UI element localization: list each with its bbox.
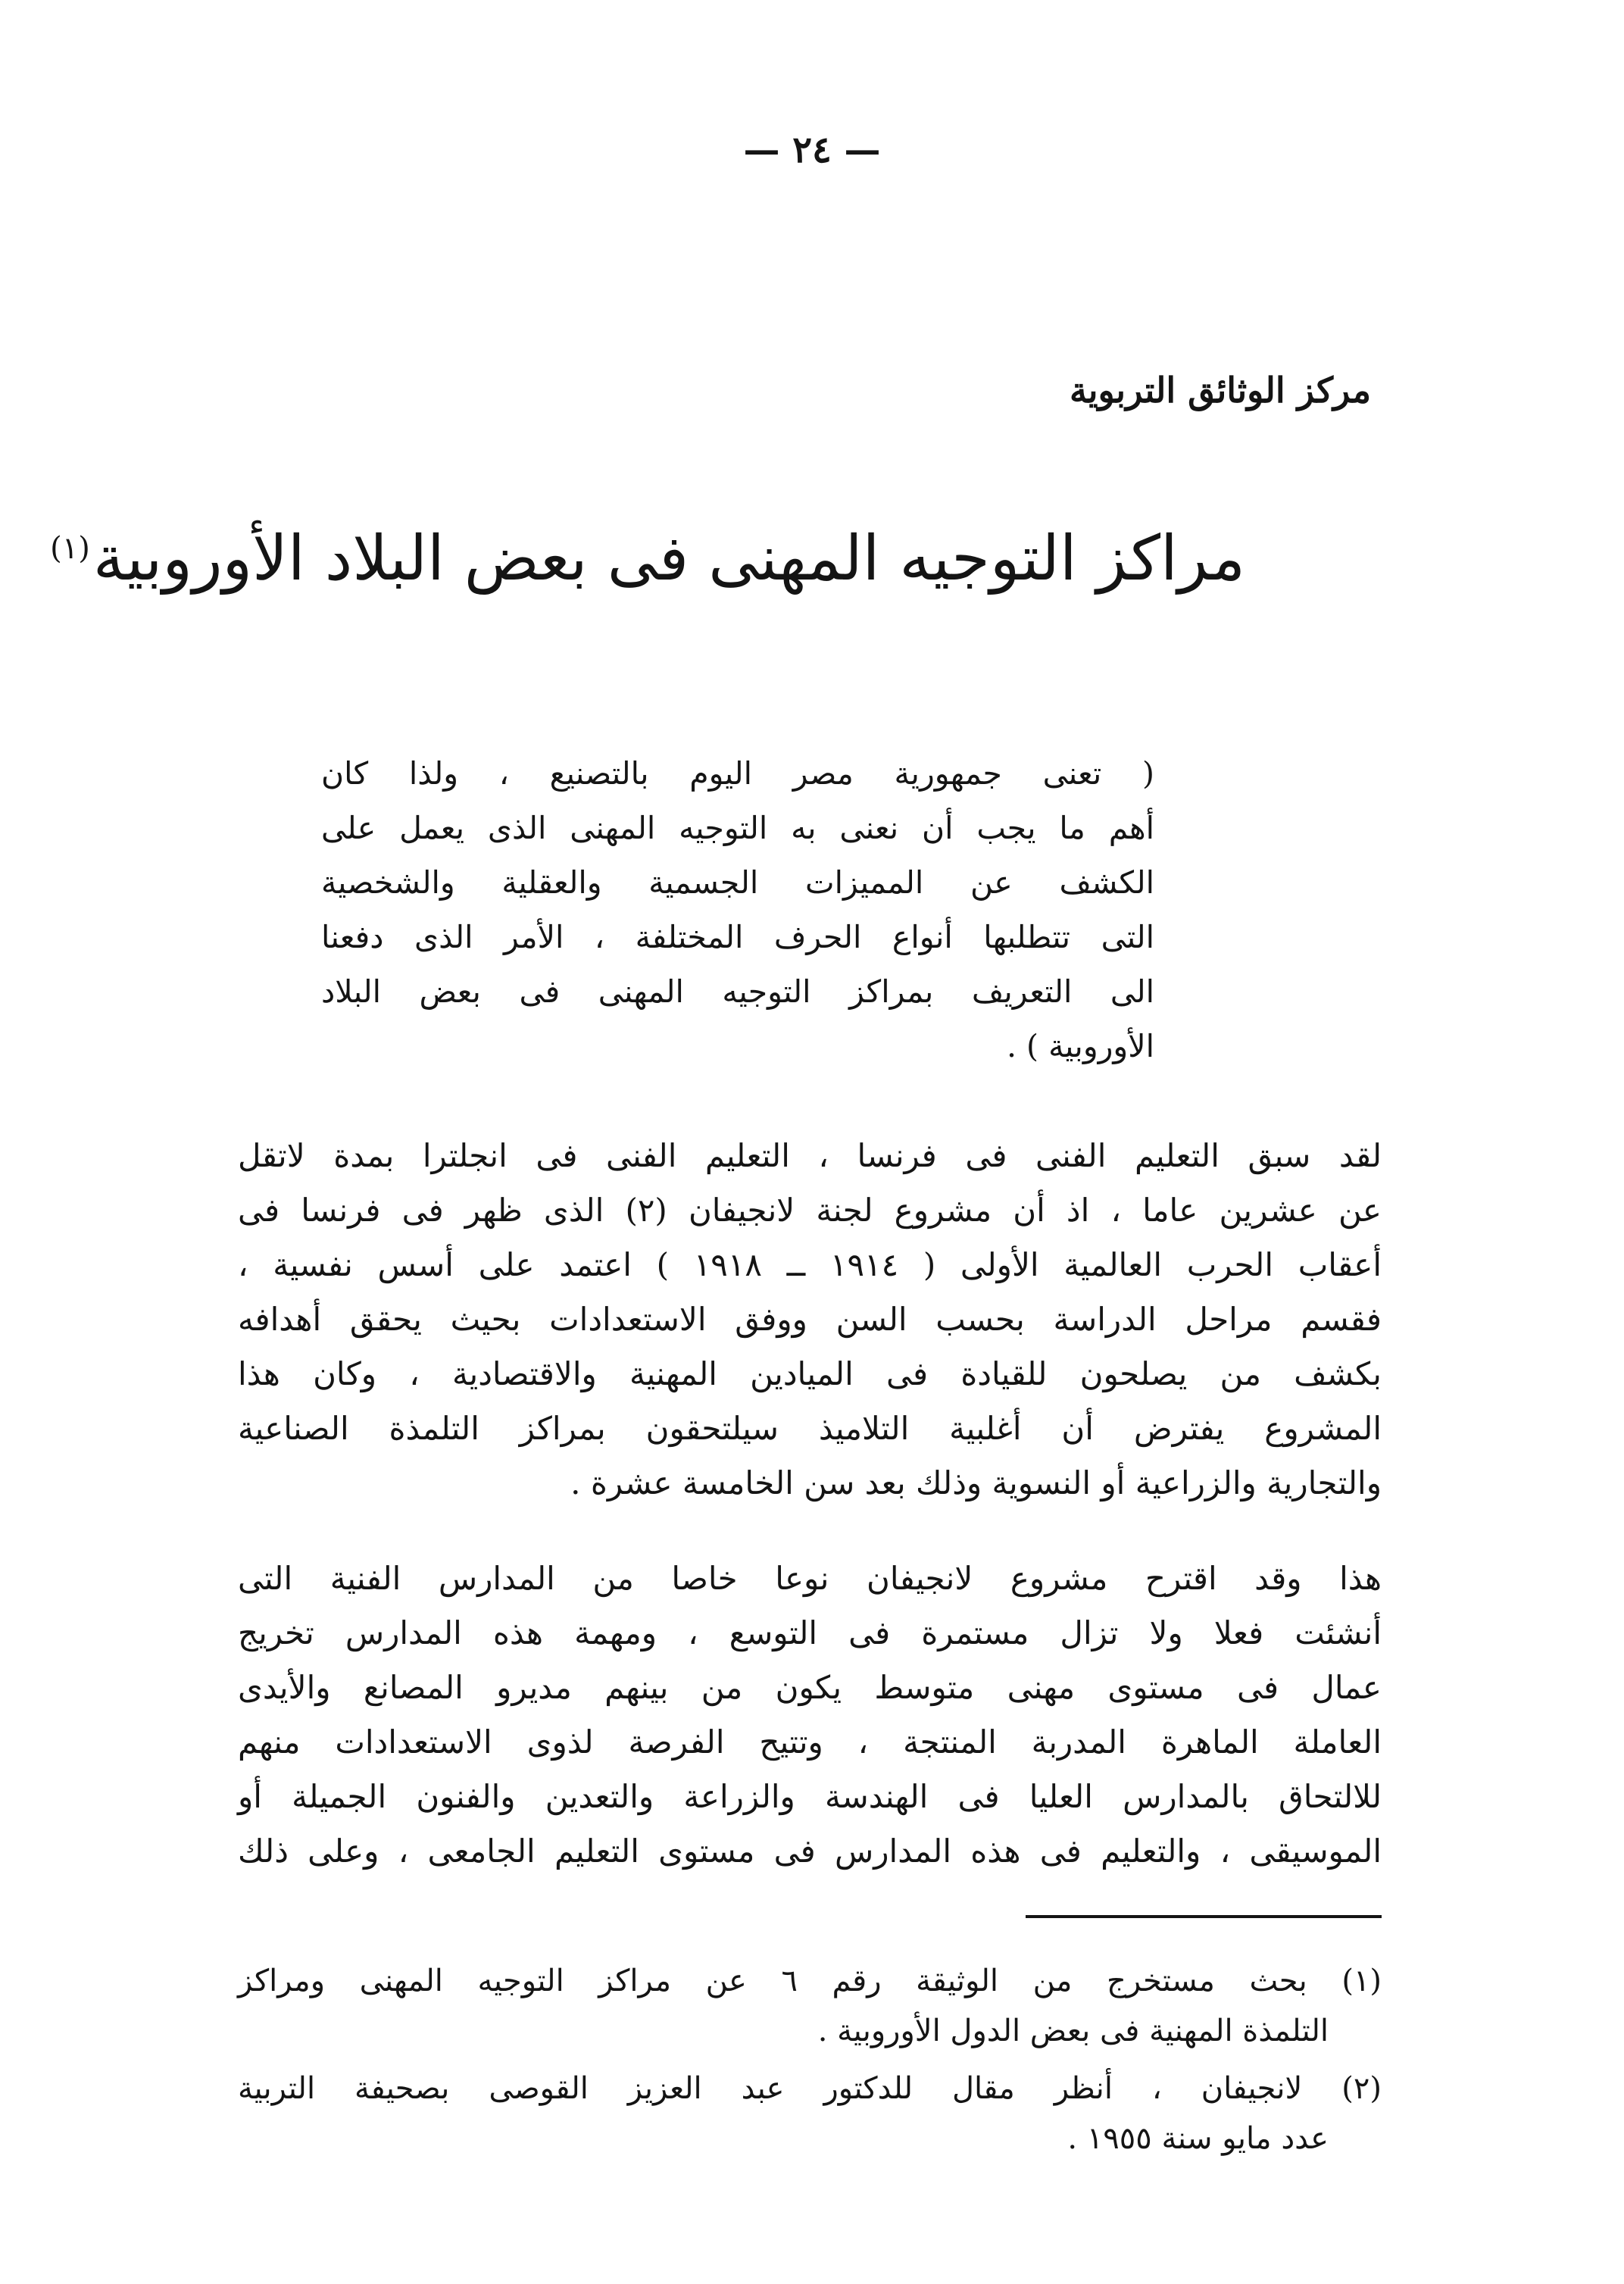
body-paragraph-1 [238, 1129, 1382, 1511]
paragraph-line: والتجارية والزراعية أو النسوية وذلك بعد سن الخامسة عشرة . [570, 1464, 1382, 1501]
footnote-line: التلمذة المهنية فى بعض الدول الأوروبية . [817, 2014, 1329, 2048]
paragraph-line: المشروع يفترض أن أغلبية التلاميذ سيلتحقون بمراكز التلمذة الصناعية [238, 1410, 1382, 1447]
paragraph-line: فقسم مراحل الدراسة بحسب السن ووفق الاستعدادات بحيث يحقق أهدافه [238, 1301, 1382, 1338]
paragraph-line: أنشئت فعلا ولا تزال مستمرة فى التوسع ، ومهمة هذه المدارس تخريج [238, 1614, 1382, 1651]
section-label: مركز الوثائق التربوية [1070, 370, 1371, 411]
paragraph-line: عمال فى مستوى مهنى متوسط يكون من بينهم مديرو المصانع والأيدى [238, 1669, 1382, 1706]
intro-line: ( تعنى جمهورية مصر اليوم بالتصنيع ، ولذا كان [321, 755, 1154, 792]
footnote-line: (١) بحث مستخرج من الوثيقة رقم ٦ عن مراكز التوجيه المهنى ومراكز [238, 1964, 1382, 1998]
paragraph-line: بكشف من يصلحون للقيادة فى الميادين المهنية والاقتصادية ، وكان هذا [238, 1355, 1382, 1392]
paragraph-line: للالتحاق بالمدارس العليا فى الهندسة والزراعة والتعدين والفنون الجميلة أو [238, 1778, 1382, 1815]
paragraph-line: الموسيقى ، والتعليم فى هذه المدارس فى مستوى التعليم الجامعى ، وعلى ذلك [238, 1833, 1382, 1870]
intro-line: الى التعريف بمراكز التوجيه المهنى فى بعض البلاد [321, 973, 1154, 1010]
footnotes [238, 1956, 1382, 2171]
intro-line: الأوروبية ) . [1006, 1028, 1154, 1064]
paragraph-line: أعقاب الحرب العالمية الأولى ( ١٩١٤ ــ ١٩١٨ ) اعتمد على أسس نفسية ، [238, 1246, 1382, 1283]
title-footnote-ref: (١) [50, 530, 90, 566]
paragraph-line: هذا وقد اقترح مشروع لانجيفان نوعا خاصا من المدارس الفنية التى [238, 1560, 1382, 1597]
paragraph-line: العاملة الماهرة المدربة المنتجة ، وتتيح الفرصة لذوى الاستعدادات منهم [238, 1723, 1382, 1761]
body-paragraph-2 [238, 1551, 1382, 1879]
intro-line: الكشف عن المميزات الجسمية والعقلية والشخصية [321, 864, 1154, 901]
title-text: مراكز التوجيه المهنى فى بعض البلاد الأوروبية [92, 523, 1245, 595]
footnote-line: (٢) لانجيفان ، أنظر مقال للدكتور عبد العزيز القوصى بصحيفة التربية [238, 2071, 1382, 2106]
paragraph-line: لقد سبق التعليم الفنى فى فرنسا ، التعليم الفنى فى انجلترا بمدة لاتقل [238, 1137, 1382, 1174]
intro-block [321, 746, 1154, 1073]
intro-line: أهم ما يجب أن نعنى به التوجيه المهنى الذى يعمل على [321, 810, 1154, 846]
page-number: — ٢٤ — [743, 129, 881, 171]
footnote-2 [238, 2064, 1382, 2164]
intro-line: التى تتطلبها أنواع الحرف المختلفة ، الأمر الذى دفعنا [321, 919, 1154, 955]
paragraph-line: عن عشرين عاما ، اذ أن مشروع لجنة لانجيفان (٢) الذى ظهر فى فرنسا فى [238, 1192, 1382, 1229]
footnote-line: عدد مايو سنة ١٩٥٥ . [1067, 2121, 1329, 2156]
footnote-1 [238, 1956, 1382, 2056]
page-title [50, 523, 1245, 595]
footnote-separator [1026, 1915, 1382, 1918]
